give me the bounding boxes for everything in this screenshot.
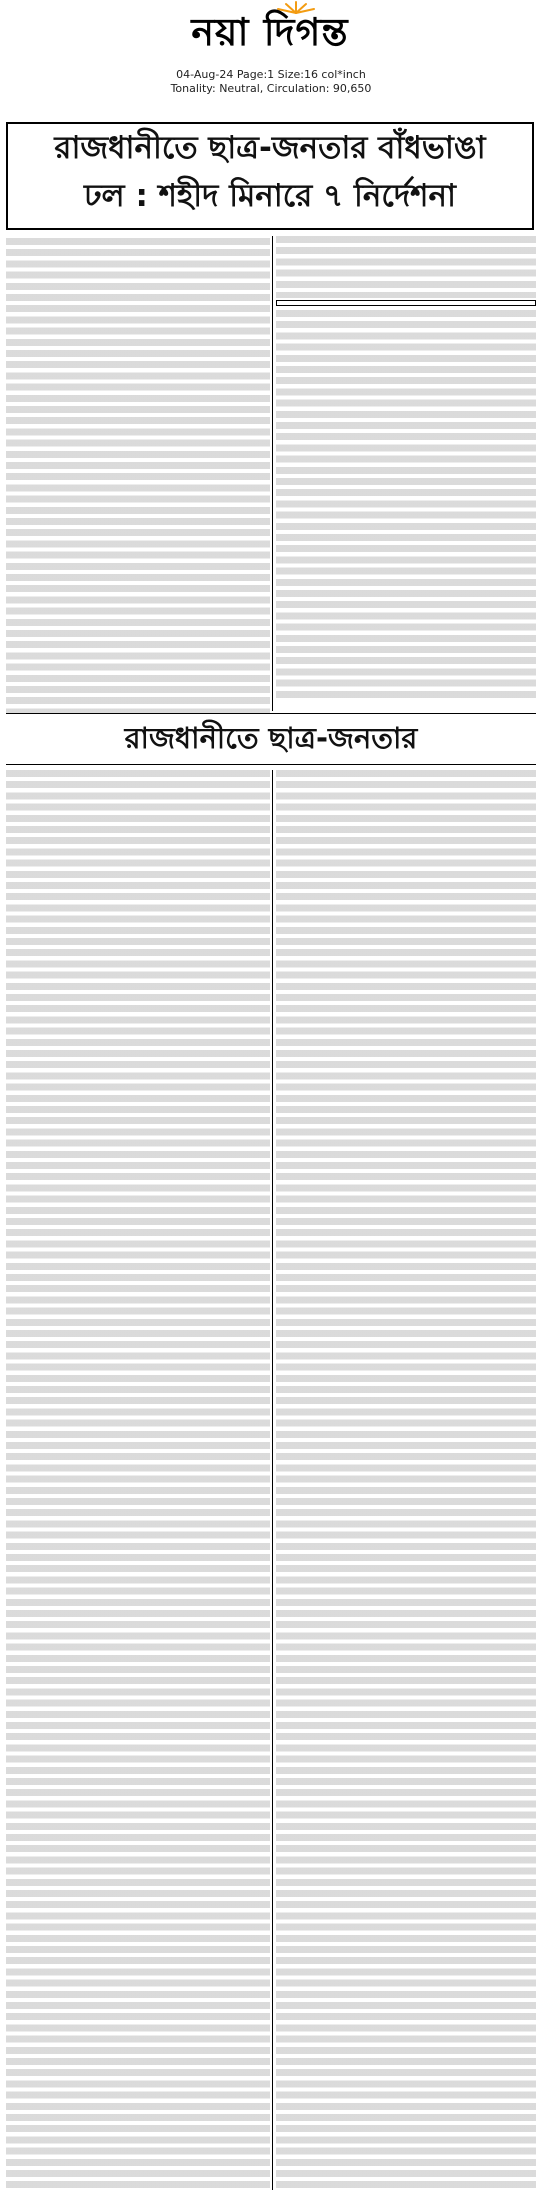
section-divider (6, 713, 536, 714)
headline-line-2: ঢল : শহীদ মিনারে ৭ নির্দেশনা (84, 178, 456, 214)
column-d-body (276, 770, 536, 2190)
article-column-d (276, 770, 536, 2190)
column-divider (272, 236, 273, 711)
subhead-box (276, 300, 536, 306)
jump-headline: রাজধানীতে ছাত্র-জনতার (124, 721, 418, 755)
column-c-body (6, 770, 270, 2190)
newspaper-logo (120, 6, 420, 58)
article-column-b (276, 236, 536, 711)
section-divider (6, 764, 536, 765)
column-b-body-top (276, 236, 536, 298)
article-column-a (6, 236, 270, 711)
column-a-body (6, 238, 270, 713)
article-column-c (6, 770, 270, 2190)
tonality-line: Tonality: Neutral, Circulation: 90,650 (170, 82, 372, 95)
edition-line: 04-Aug-24 Page:1 Size:16 col*inch (176, 68, 366, 81)
logo-text: নয়া দিগন্ত (191, 9, 349, 54)
headline-line-1: রাজধানীতে ছাত্র-জনতার বাঁধভাঙা (54, 130, 486, 166)
main-headline-box (6, 122, 534, 230)
column-divider (272, 770, 273, 2190)
column-b-body (276, 310, 536, 700)
masthead (0, 0, 542, 110)
clipping-meta (0, 68, 542, 96)
